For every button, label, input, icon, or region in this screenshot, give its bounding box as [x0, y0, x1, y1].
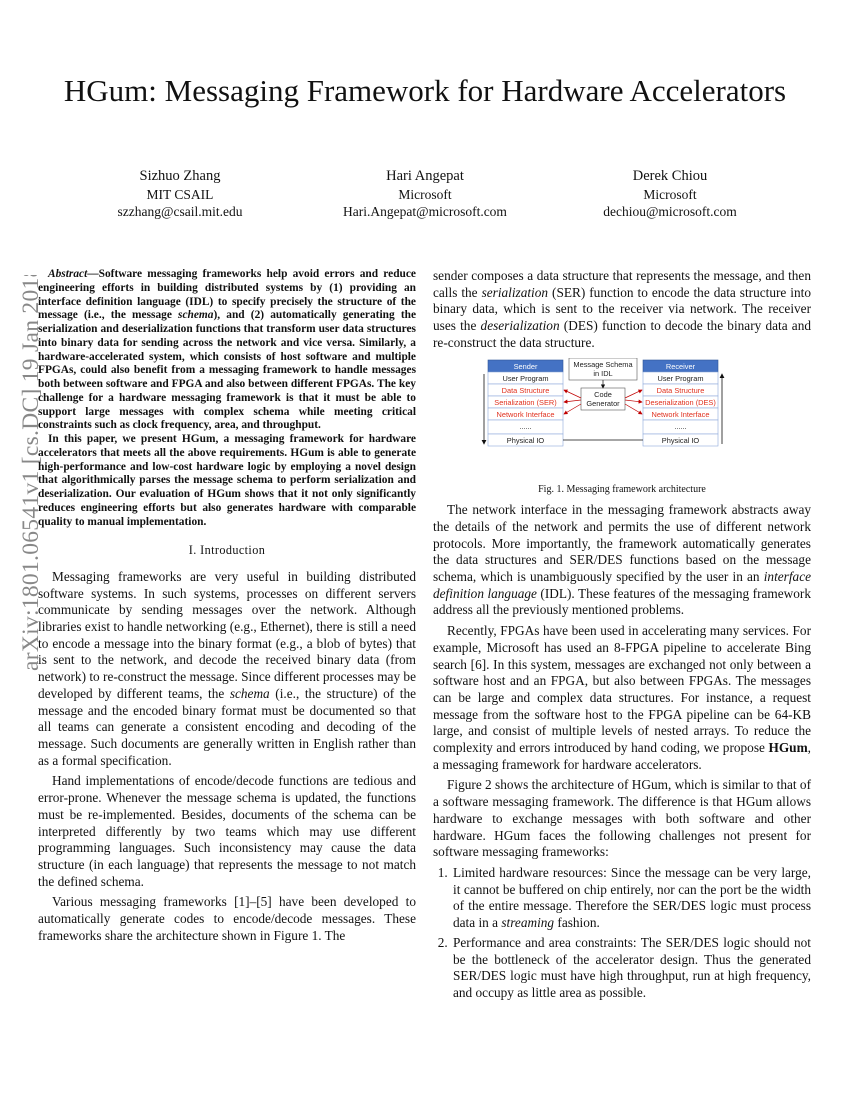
schema-label: Message Schema — [573, 359, 633, 369]
sender-stack — [488, 360, 563, 446]
abstract-text: ), and (2) automatically generating the serialization and deserialization functions that transform user data structures into binary data for sending across the network and vice versa. Similarly, a hardware-accelerated system, which consists of host software and multiple FPGAs, could also benefit from a messaging framework to handle messages both between software and FPGA and also between different FPGAs. The key challenge for a hardware messaging framework is that it must be able to support large messages with complex schema while meeting critical constraints such as clock frequency, area, and throughput. — [38, 309, 417, 432]
author-name: Hari Angepat — [386, 168, 464, 184]
paragraph: Recently, FPGAs have been used in accelerating many services. For example, Microsoft has used an 8-FPGA pipeline to accelerate Bing search [6]. In this system, messages are exchanged not only between a software host and an FPGA, but also between FPGAs. The messages can be large and complex data structures. For instance, a request message from the software host to the FPGA pipeline can be 64-KB large, and consist of multiple levels of nested arrays. To reduce the complexity and errors introduced by hand coding, we propose HGum, a messaging framework for hardware accelerators. — [433, 623, 811, 772]
author-name: Sizhuo Zhang — [139, 168, 221, 184]
receiver-row: Deserialization (DES) — [645, 397, 716, 407]
receiver-stack — [643, 360, 718, 446]
receiver-row: User Program — [657, 373, 704, 383]
arrow — [564, 404, 581, 414]
paragraph: Messaging frameworks are very useful in building distributed software systems. In such systems, processes on different servers communicate by sending messages over the network. Although libraries exist to handle networking (e.g., Ethernet), there is still a need to encode a message into the binary format (e.g., a blob of bytes) that is sent to the network, and decode the received binary data (from network) to re-construct the message. Since different processes may be developed by different teams, the schema (i.e., the structure) of the message and the encoded binary format must be documented so that all teams can generate a consistent encoding and decoding of the message. Such documents are generally written in English rather than as a formal specification. — [38, 568, 416, 768]
receiver-title: Receiver — [665, 361, 696, 371]
abstract — [38, 268, 416, 529]
receiver-row: Network Interface — [651, 409, 710, 419]
abstract-paragraph: In this paper, we present HGum, a messaging framework for hardware accelerators that meets all the above requirements. HGum is able to generate high-performance and low-cost hardware logic by employing a novel design that algorithmically parses the message schema to perform serialization and deserialization. Our evaluation of HGum shows that it not only significantly reduces engineering efforts but also generates hardware with comparable quality to manual implementation. — [38, 433, 416, 528]
figure-caption: Fig. 1. Messaging framework architecture — [538, 483, 706, 495]
arxiv-stamp-text: arXiv:1801.06541v1 [cs.DC] 19 Jan 2018 — [18, 275, 44, 671]
sender-row: User Program — [502, 373, 549, 383]
paper-title: HGum: Messaging Framework for Hardware Accelerators — [63, 73, 787, 108]
sender-row: Physical IO — [506, 435, 545, 445]
author-email: dechiou@microsoft.com — [603, 204, 737, 219]
right-column — [433, 268, 811, 1005]
paragraph: Figure 2 shows the architecture of HGum, which is similar to that of a software messaging framework. The difference is that HGum allows hardware to exchange messages with both software and other hardware. HGum faces the following challenges not present for software messaging frameworks: — [433, 777, 811, 860]
arrow — [625, 390, 642, 398]
sender-row: Serialization (SER) — [494, 397, 557, 407]
receiver-row: Physical IO — [661, 435, 700, 445]
list-item: 2. Performance and area constraints: The SER/DES logic should not be the bottleneck of the accelerator design. Thus the generated SER/DES logic must have high throughput, run at high frequency, and occupy as little area as possible. — [451, 935, 811, 1002]
author-list — [58, 168, 792, 220]
author-block — [58, 168, 302, 220]
challenge-list — [433, 865, 811, 1002]
author-name: Derek Chiou — [632, 168, 708, 184]
sender-title: Sender — [513, 361, 538, 371]
author-email: Hari.Angepat@microsoft.com — [343, 204, 507, 219]
abstract-text: —Software messaging frameworks help avoid errors and reduce engineering efforts in building distributed systems by (1) providing an interface definition language (IDL) to specify precisely the structure of the message (i.e., the message — [38, 268, 416, 322]
abstract-lead: Abstract — [48, 268, 88, 280]
arrow — [625, 400, 642, 402]
sender-row: Data Structure — [501, 385, 550, 395]
receiver-row: Data Structure — [656, 385, 705, 395]
paragraph: Various messaging frameworks [1]–[5] have been developed to automatically generate codes to encode/decode messages. These frameworks share the architecture shown in Figure 1. The — [38, 894, 416, 943]
section-heading: I. Introduction — [188, 543, 266, 558]
sender-row: Network Interface — [496, 409, 555, 419]
author-email: szzhang@csail.mit.edu — [117, 204, 243, 219]
schema-box — [569, 358, 637, 380]
schema-label: in IDL — [593, 368, 613, 378]
abstract-emphasis: schema — [178, 309, 214, 322]
arrow — [625, 404, 642, 414]
code-generator-box — [581, 388, 625, 410]
figure-architecture — [433, 358, 811, 480]
paragraph: Hand implementations of encode/decode functions are tedious and error-prone. Whenever the message schema is updated, the functions must be re-implemented. Besides, documents of the schema can be interpreted differently by two teams which may use different programming languages. Such inconsistency may cause the data structure (in each language) that represents the message to not match the defined schema. — [38, 773, 416, 889]
author-affiliation: MIT CSAIL — [146, 187, 214, 202]
author-affiliation: Microsoft — [643, 187, 697, 202]
arrow — [564, 390, 581, 398]
sender-row: ...... — [519, 421, 532, 431]
left-column — [38, 268, 416, 948]
generator-label: Generator — [586, 398, 620, 408]
receiver-row: ...... — [674, 421, 687, 431]
author-affiliation: Microsoft — [398, 187, 452, 202]
arrow — [564, 400, 581, 402]
generator-label: Code — [594, 389, 612, 399]
author-block — [548, 168, 792, 220]
paragraph: The network interface in the messaging framework abstracts away the details of the network and permits the use of different network protocols. More importantly, the framework automatically generates the data structures and SER/DES functions based on the message schema, which is unambiguously specified by the user in an interface definition language (IDL). These features of the messaging framework address all the previously mentioned problems. — [433, 502, 811, 618]
list-item: 1. Limited hardware resources: Since the message can be very large, it cannot be buffered on chip entirely, nor can the port be the width of the entire message. Therefore the SER/DES logic must process data in a streaming fashion. — [451, 865, 811, 932]
paragraph: sender composes a data structure that represents the message, and then calls the serialization (SER) function to encode the data structure into binary data, which is sent to the receiver via network. The receiver uses the deserialization (DES) function to decode the binary data and re-construct the data structure. — [433, 268, 812, 350]
author-block — [303, 168, 547, 220]
